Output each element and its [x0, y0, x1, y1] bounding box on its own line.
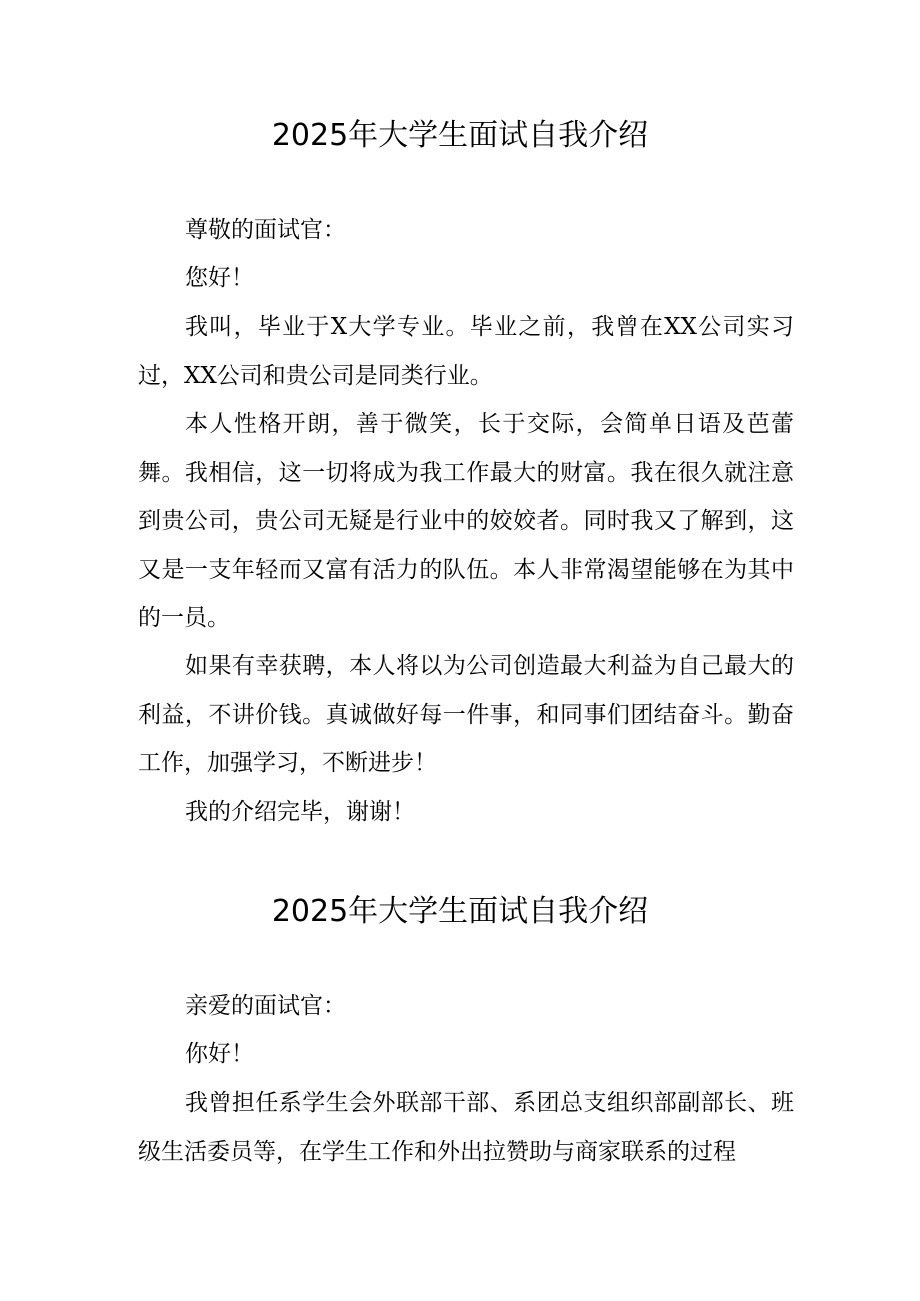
greeting: 你好！	[185, 1041, 254, 1067]
salutation: 尊敬的面试官：	[185, 217, 346, 243]
body-paragraph: 如果有幸获聘，本人将以为公司创造最大利益为自己最大的利益，不讲价钱。真诚做好每一件事，和同事们团结奋斗。勤奋工作，加强学习，不断进步！	[138, 653, 794, 776]
salutation: 亲爱的面试官：	[185, 993, 346, 1019]
document-title: 2025年大学生面试自我介绍	[271, 894, 649, 929]
document-title: 2025年大学生面试自我介绍	[271, 118, 649, 153]
closing-line: 我的介绍完毕，谢谢！	[185, 799, 415, 825]
body-paragraph: 我曾担任系学生会外联部干部、系团总支组织部副部长、班级生活委员等，在学生工作和外出拉赞助与商家联系的过程	[138, 1090, 794, 1165]
body-paragraph: 我叫，毕业于X大学专业。毕业之前，我曾在XX公司实习过，XX公司和贵公司是同类行业。	[138, 314, 794, 389]
greeting: 您好！	[185, 265, 254, 291]
body-paragraph: 本人性格开朗，善于微笑，长于交际，会简单日语及芭蕾舞。我相信，这一切将成为我工作最大的财富。我在很久就注意到贵公司，贵公司无疑是行业中的姣姣者。同时我又了解到，这又是一支年轻而又富有活力的队伍。本人非常渴望能够在为其中的一员。	[138, 411, 794, 631]
